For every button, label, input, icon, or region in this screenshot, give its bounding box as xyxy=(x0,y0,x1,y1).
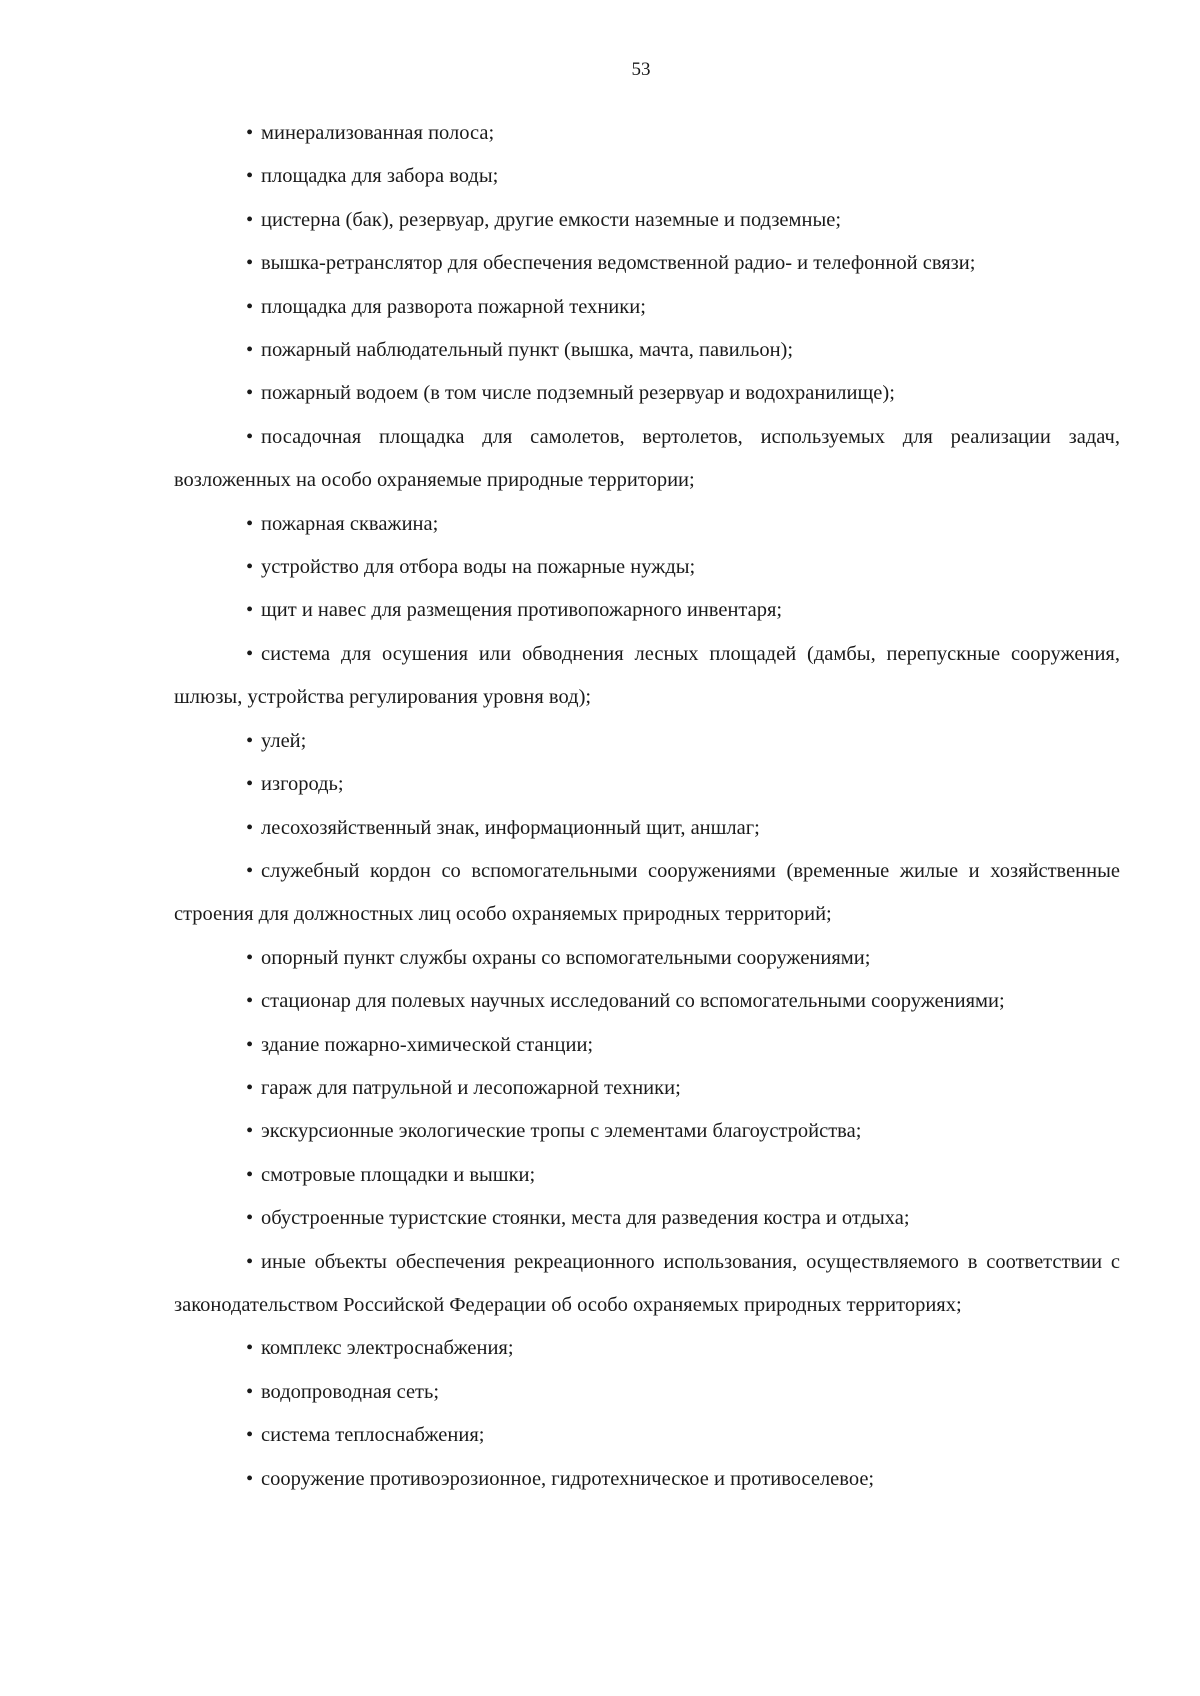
list-item-text: водопроводная сеть; xyxy=(261,1380,440,1403)
bullet-icon: • xyxy=(246,990,254,1013)
list-item xyxy=(174,1458,1120,1501)
list-item xyxy=(174,980,1120,1023)
list-item-text: пожарный наблюдательный пункт (вышка, мачта, павильон); xyxy=(261,339,794,362)
list-item xyxy=(174,199,1120,242)
list-item-text: пожарный водоем (в том числе подземный резервуар и водохранилище); xyxy=(261,382,895,405)
list-item-text: устройство для отбора воды на пожарные нужды; xyxy=(261,556,696,579)
list-item xyxy=(174,937,1120,980)
bullet-icon: • xyxy=(246,165,254,188)
bullet-icon: • xyxy=(246,1250,254,1273)
list-item xyxy=(174,329,1120,372)
list-item xyxy=(174,155,1120,198)
list-item xyxy=(174,546,1120,589)
list-item xyxy=(174,242,1120,285)
list-item xyxy=(174,1327,1120,1370)
list-item-text: улей; xyxy=(261,729,307,752)
list-item xyxy=(174,633,1120,720)
list-item-text: сооружение противоэрозионное, гидротехническое и противоселевое; xyxy=(261,1467,875,1490)
bullet-icon: • xyxy=(246,816,254,839)
bullet-icon: • xyxy=(246,946,254,969)
list-item-text: площадка для разворота пожарной техники; xyxy=(261,295,646,318)
bullet-icon: • xyxy=(246,599,254,622)
list-item-text: обустроенные туристские стоянки, места для разведения костра и отдыха; xyxy=(261,1207,910,1230)
list-item xyxy=(174,1371,1120,1414)
list-item xyxy=(174,416,1120,503)
list-item-text: посадочная площадка для самолетов, вертолетов, используемых для реализации задач, возложенных на особо охраняемые природные территории; xyxy=(174,425,1120,492)
list-item-text: гараж для патрульной и лесопожарной техники; xyxy=(261,1076,681,1099)
list-item-text: лесохозяйственный знак, информационный щит, аншлаг; xyxy=(261,816,760,839)
list-item xyxy=(174,503,1120,546)
list-item-text: пожарная скважина; xyxy=(261,512,439,535)
list-item xyxy=(174,1067,1120,1110)
list-item-text: система для осушения или обводнения лесных площадей (дамбы, перепускные сооружения, шлюзы, устройства регулирования уровня вод); xyxy=(174,642,1120,709)
list-item-text: система теплоснабжения; xyxy=(261,1424,485,1447)
list-item-text: минерализованная полоса; xyxy=(261,122,495,144)
bullet-icon: • xyxy=(246,1467,254,1490)
bullet-icon: • xyxy=(246,122,254,144)
list-item-text: смотровые площадки и вышки; xyxy=(261,1163,536,1186)
bullet-icon: • xyxy=(246,252,254,275)
bullet-icon: • xyxy=(246,512,254,535)
list-item-text: здание пожарно-химической станции; xyxy=(261,1033,594,1056)
list-item xyxy=(174,1197,1120,1240)
bullet-icon: • xyxy=(246,1076,254,1099)
bullet-icon: • xyxy=(246,729,254,752)
list-item xyxy=(174,589,1120,632)
list-item-text: площадка для забора воды; xyxy=(261,165,499,188)
bullet-icon: • xyxy=(246,382,254,405)
list-item-text: щит и навес для размещения противопожарного инвентаря; xyxy=(261,599,783,622)
bullet-icon: • xyxy=(246,208,254,231)
bullet-icon: • xyxy=(246,1207,254,1230)
list-item xyxy=(174,720,1120,763)
bulleted-list xyxy=(174,112,1120,1501)
list-item xyxy=(174,112,1120,155)
list-item xyxy=(174,1154,1120,1197)
list-item xyxy=(174,372,1120,415)
list-item xyxy=(174,1110,1120,1153)
list-item xyxy=(174,763,1120,806)
list-item-text: экскурсионные экологические тропы с элементами благоустройства; xyxy=(261,1120,862,1143)
list-item-text: иные объекты обеспечения рекреационного использования, осуществляемого в соответствии с законодательством Российской Федерации об особо охраняемых природных территориях; xyxy=(174,1250,1120,1316)
page-number: 53 xyxy=(631,59,651,80)
list-item xyxy=(174,286,1120,329)
bullet-icon: • xyxy=(246,1337,254,1360)
list-item xyxy=(174,1024,1120,1067)
bullet-icon: • xyxy=(246,773,254,796)
list-item-text: опорный пункт службы охраны со вспомогательными сооружениями; xyxy=(261,946,871,969)
bullet-icon: • xyxy=(246,1033,254,1056)
list-item xyxy=(174,1241,1120,1328)
bullet-icon: • xyxy=(246,339,254,362)
bullet-icon: • xyxy=(246,1380,254,1403)
bullet-icon: • xyxy=(246,425,254,448)
bullet-icon: • xyxy=(246,1424,254,1447)
list-item xyxy=(174,850,1120,937)
list-item-text: стационар для полевых научных исследований со вспомогательными сооружениями; xyxy=(261,990,1005,1013)
bullet-icon: • xyxy=(246,1163,254,1186)
bullet-icon: • xyxy=(246,556,254,579)
bullet-icon: • xyxy=(246,295,254,318)
bullet-icon: • xyxy=(246,1120,254,1143)
list-item-text: комплекс электроснабжения; xyxy=(261,1337,514,1360)
bullet-icon: • xyxy=(246,859,254,882)
list-item-text: изгородь; xyxy=(261,773,344,796)
list-item xyxy=(174,807,1120,850)
list-item xyxy=(174,1414,1120,1457)
list-item-text: служебный кордон со вспомогательными сооружениями (временные жилые и хозяйственные строения для должностных лиц особо охраняемых природных территорий; xyxy=(174,859,1120,926)
bullet-icon: • xyxy=(246,642,254,665)
list-item-text: вышка-ретранслятор для обеспечения ведомственной радио- и телефонной связи; xyxy=(261,252,976,275)
list-item-text: цистерна (бак), резервуар, другие емкости наземные и подземные; xyxy=(261,208,842,231)
